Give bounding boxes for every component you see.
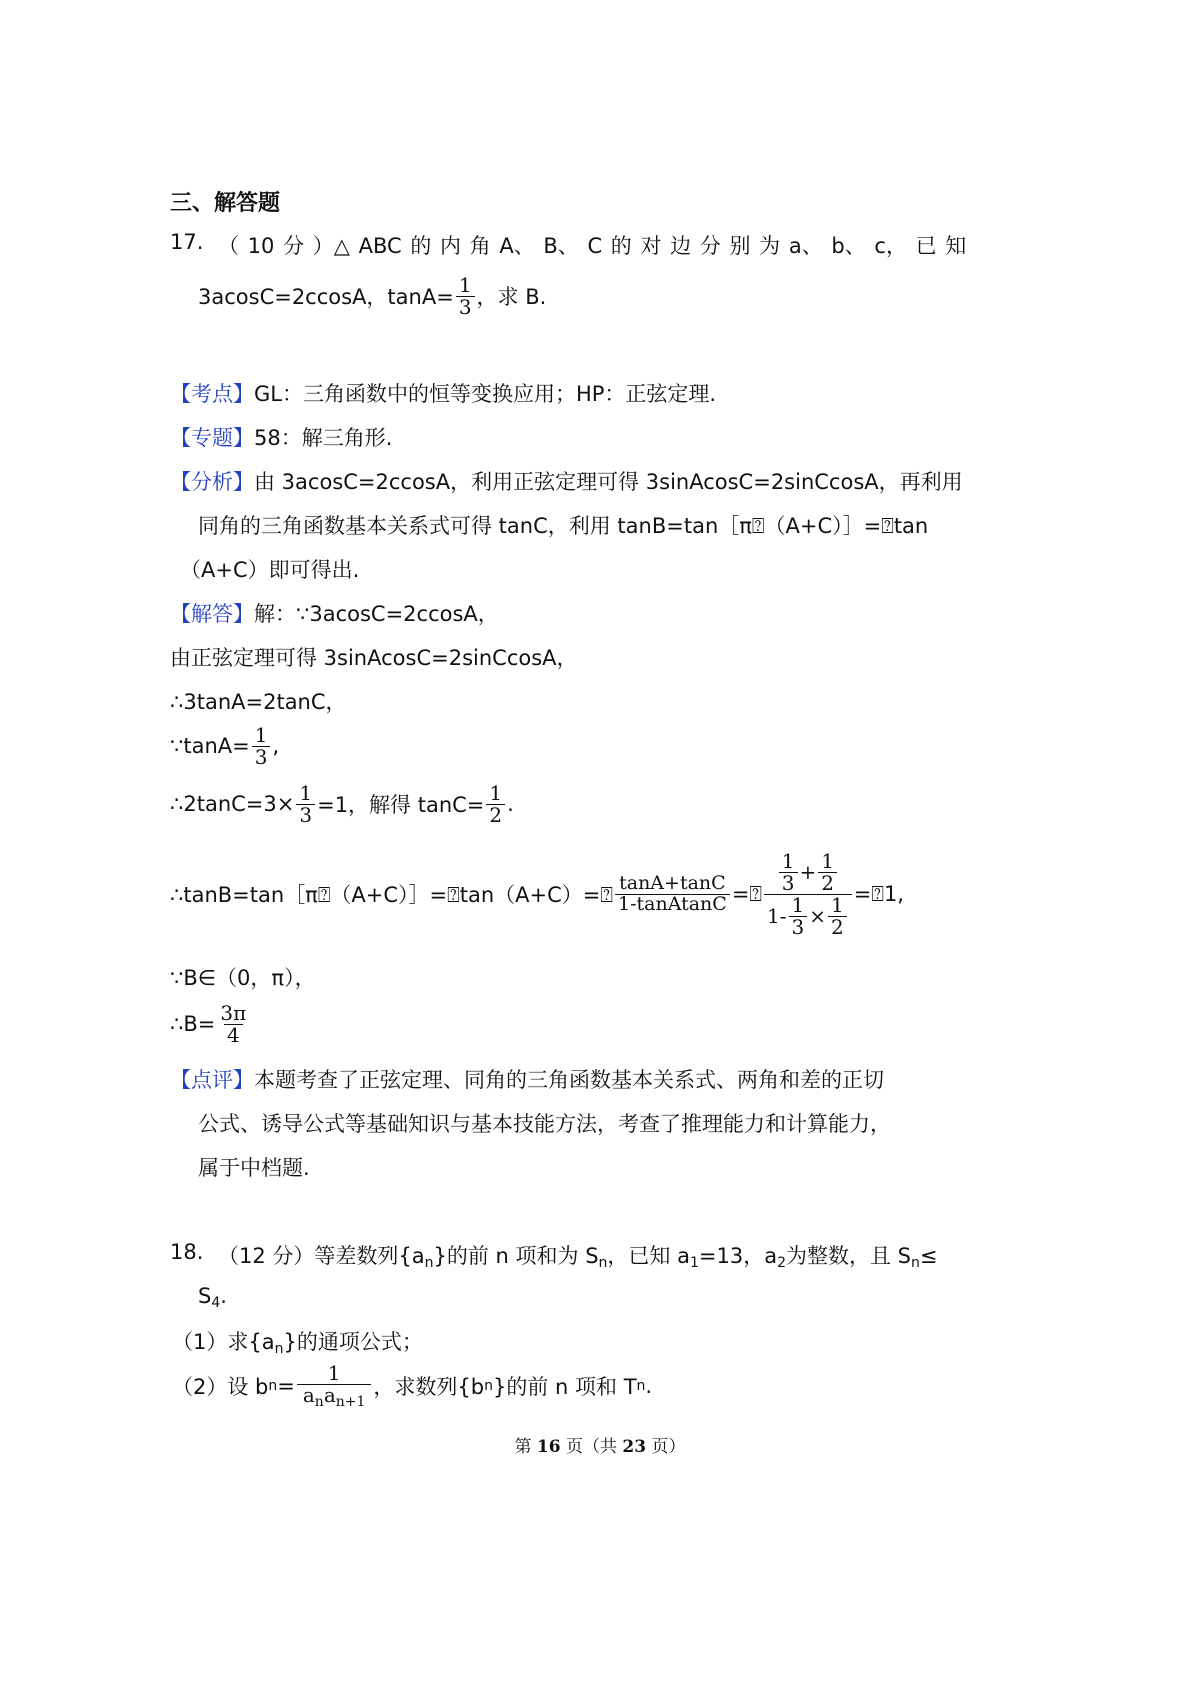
question-18-line1: （12 分）等差数列$\{a_n\}$的前 n 项和为 $S_n$，已知 $a_1=13$，$a_2$为整数，且 $S_n\le$ (218, 1244, 938, 1271)
dianping-line1: 【点评】本题考查了正弦定理、同角的三角函数基本关系式、两角和差的正切 (170, 1068, 884, 1092)
fenxi-line3: （A+C）即可得出. (180, 558, 360, 582)
tan-sum-formula: $\frac{\tan A+\tan C}{\text{1-tanAtanC}}$ (615, 874, 730, 915)
jieda-line5: ∴2tanC=3× $\frac{1}{3}$ =1，解得 tanC= $\frac{1}{2}$ . (170, 780, 514, 827)
question-18-part2: （2）设 b n = $\frac{1}{a_na_{n+1}}$ ，求数列{b n }的前 n 项和 T n . (172, 1360, 653, 1410)
fraction-three-pi-over-four: $\frac{3\pi}{4}$ (220, 1000, 247, 1047)
dianping-tag: 【点评】 (170, 1068, 254, 1092)
question-18-part1: （1）求$\{a_n\}$的通项公式； (172, 1330, 423, 1357)
fraction-one-third: $\frac{1}{3}$ (456, 275, 475, 318)
fraction-one-third: $\frac{1}{3}$ (252, 725, 271, 768)
fenxi-line2: 同角的三角函数基本关系式可得 tanC，利用 tanB=tan［π⍰（A+C）］=⍰tan (198, 514, 929, 538)
question-17-line2: 3acosC=2ccosA，tanA= $\frac{1}{3}$ ，求 B. (198, 272, 547, 319)
question-17-number: 17. (170, 230, 204, 254)
fraction-one-third: $\frac{1}{3}$ (296, 783, 315, 826)
jieda-tag: 【解答】 (170, 602, 254, 626)
jieda-line8: ∴B= $\frac{3\pi}{4}$ (170, 996, 251, 1052)
question-17-line1: （ 10 分 ）△ ABC 的 内 角 A、 B、 C 的 对 边 分 别 为 a、 b、 c， 已 知 (218, 234, 967, 258)
jieda-line6: ∴tanB=tan［π⍰（A+C）］=⍰tan（A+C）=⍰ $\frac{\tan A+\tan C}{\text{1-tanAtanC}}$ =⍰ $\frac{1}{3}$ + $\frac{1}{2}$ 1- $\frac{1}{3}$ × $\frac{1}{2}$ =⍰1, (170, 848, 904, 939)
jieda-line2: 由正弦定理可得 3sinAcosC=2sinCcosA， (170, 646, 578, 670)
current-page-number: 16 (536, 1437, 561, 1457)
dianping-line3: 属于中档题. (198, 1156, 310, 1180)
total-page-count: 23 (622, 1437, 647, 1457)
question-17-condition: 3acosC=2ccosA，tanA= (198, 285, 454, 309)
question-18-line2: $S_4$. (198, 1284, 227, 1311)
jieda-line7: ∵B∈（0，π）， (170, 966, 316, 990)
zhuanti-line: 【专题】58：解三角形. (170, 426, 393, 450)
page-footer: 第 16 页（共 23 页） (514, 1437, 686, 1457)
jieda-line1: 【解答】解：∵3acosC=2ccosA， (170, 602, 499, 626)
jieda-line4: ∵tanA= $\frac{1}{3}$ , (170, 722, 280, 769)
kaodian-tag: 【考点】 (170, 382, 254, 406)
question-18-number: 18. (170, 1240, 204, 1264)
fraction-one-half: $\frac{1}{2}$ (486, 783, 505, 826)
zhuanti-tag: 【专题】 (170, 426, 254, 450)
section-title: 三、解答题 (170, 191, 281, 216)
fenxi-tag: 【分析】 (170, 470, 254, 494)
kaodian-line: 【考点】GL：三角函数中的恒等变换应用；HP：正弦定理. (170, 382, 717, 406)
compound-fraction: $\frac{1}{3}$ + $\frac{1}{2}$ 1- $\frac{1}{3}$ × $\frac{1}{2}$ (764, 851, 852, 938)
fenxi-line1: 【分析】由 3acosC=2ccosA，利用正弦定理可得 3sinAcosC=2sinCcosA，再利用 (170, 470, 963, 494)
fraction-bn-definition: $\frac{1}{a_na_{n+1}}$ (297, 1363, 372, 1410)
dianping-line2: 公式、诱导公式等基础知识与基本技能方法，考查了推理能力和计算能力， (198, 1112, 891, 1136)
jieda-line3: ∴3tanA=2tanC， (170, 690, 347, 714)
